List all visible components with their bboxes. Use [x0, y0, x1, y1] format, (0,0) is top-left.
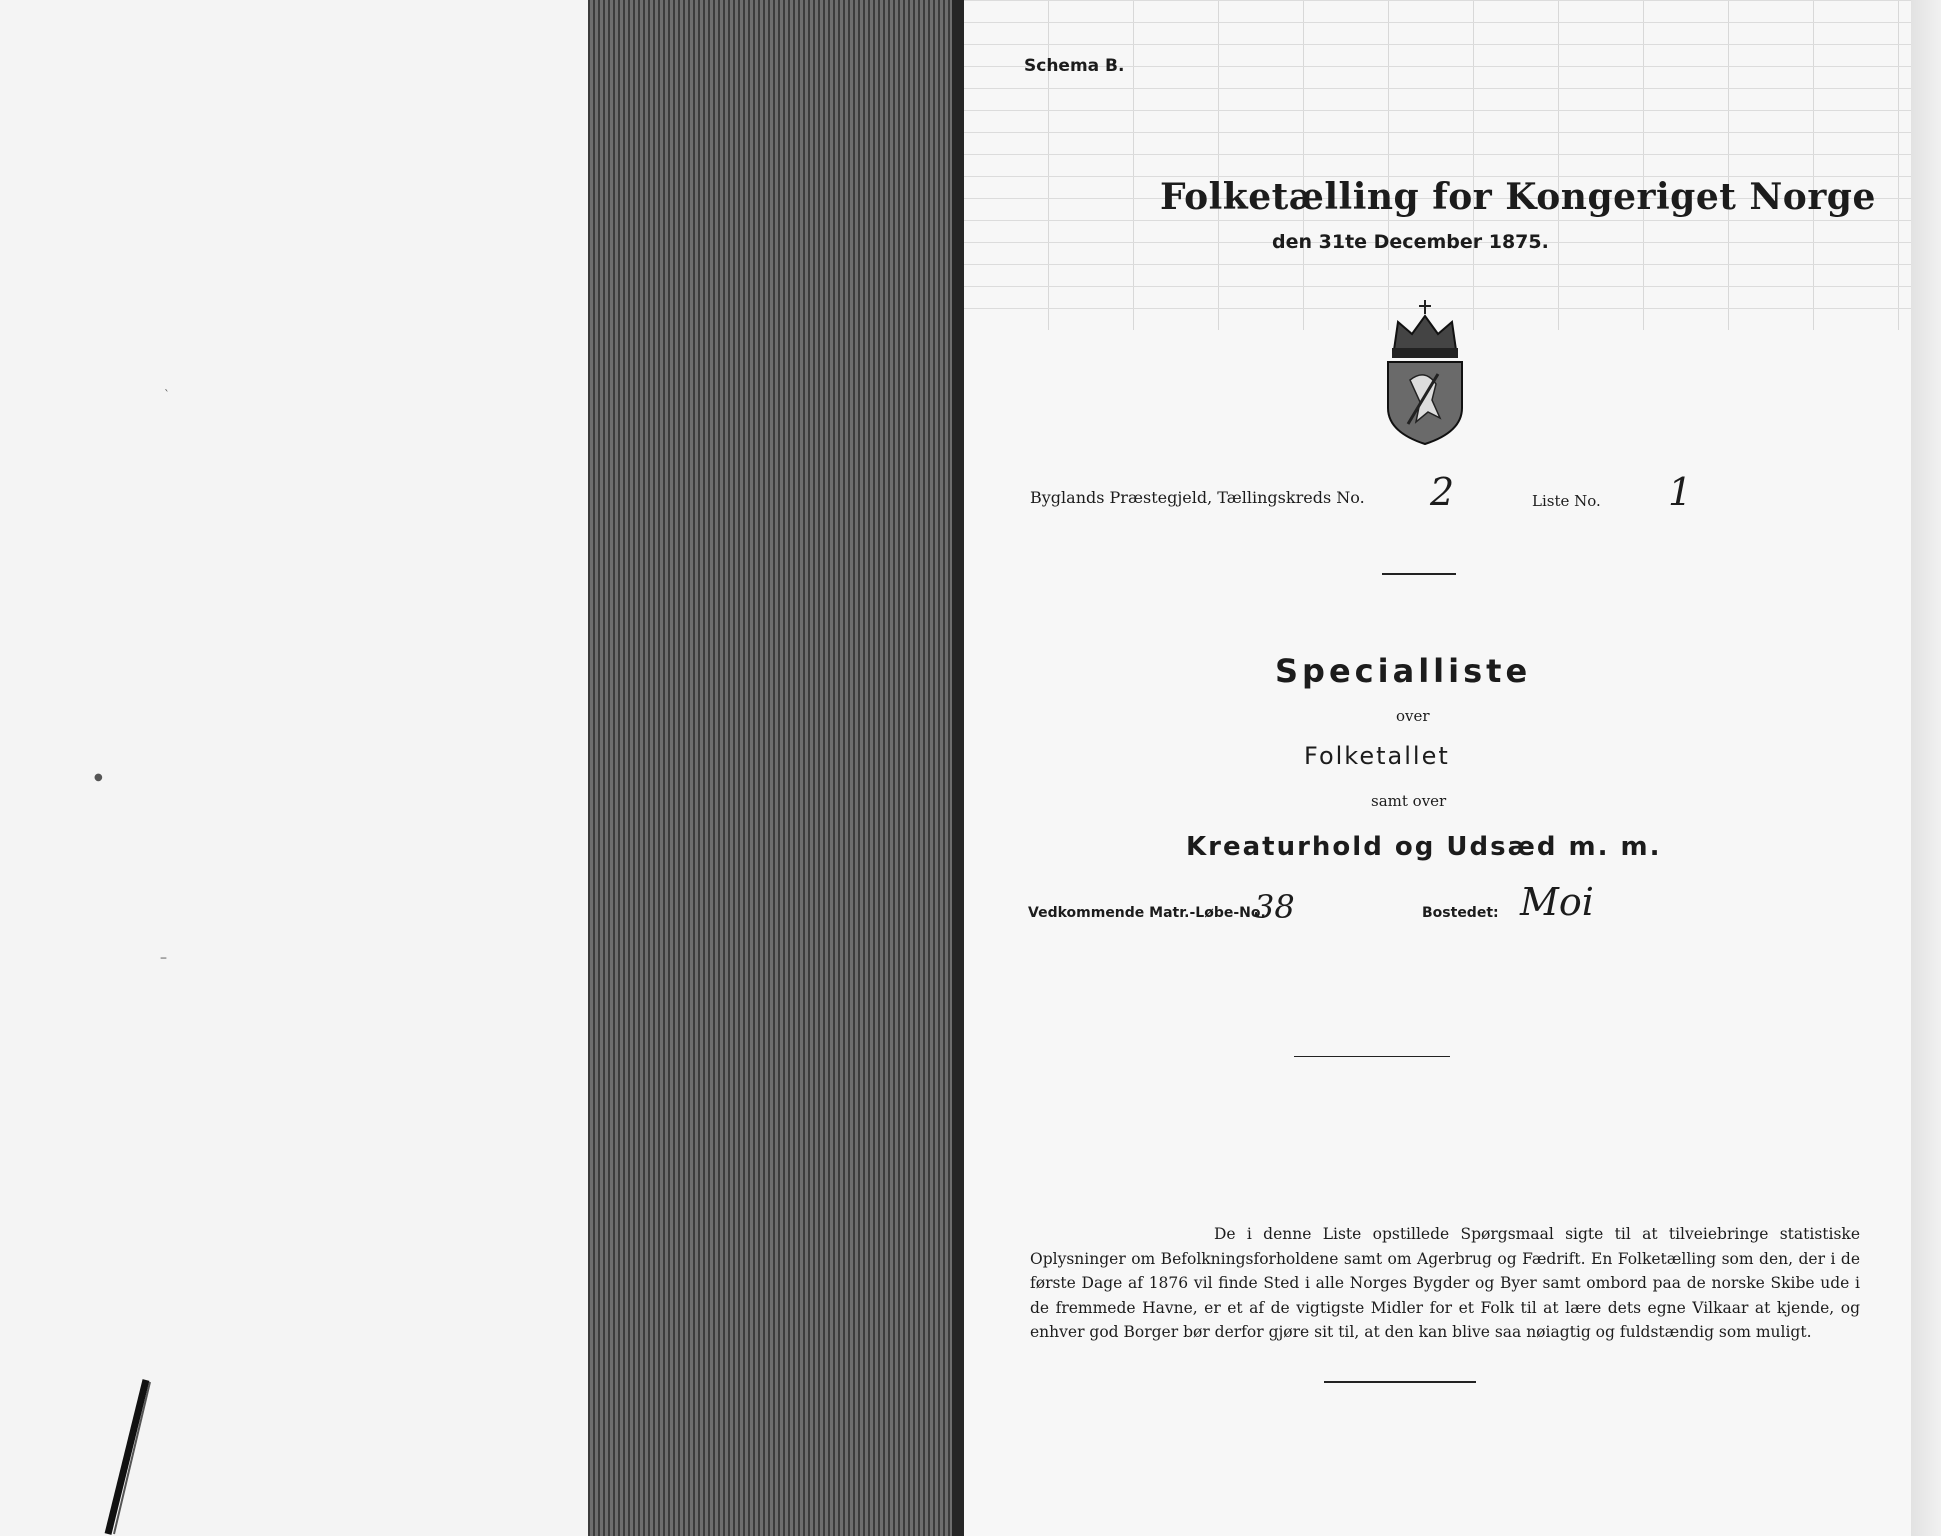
kreaturhold-heading: Kreaturhold og Udsæd m. m. — [1186, 832, 1662, 862]
census-date: den 31te December 1875. — [1272, 231, 1549, 253]
tellingskreds-number: 2 — [1430, 470, 1455, 514]
instructions-paragraph: De i denne Liste opstillede Spørgsmaal sigte til at tilveiebringe statistiske Oplysninger om Befolkningsforholdene samt om Agerbrug og Fædrift. En Folketælling som den, der i de første Dage af 1876 vil finde Sted i alle Norges Bygder og Byer samt ombord paa de norske Skibe ude i de fremmede Havne, er et af de vigtigste Midler for et Folk til at lære dets egne Vilkaar at kjende, og enhver god Borger bør derfor gjøre sit til, at den kan blive saa nøiagtig og fuldstændig som muligt. — [1030, 1225, 1860, 1341]
ink-mark: ` — [164, 388, 170, 402]
schema-label: Schema B. — [1024, 56, 1125, 76]
divider — [1382, 573, 1456, 575]
binding-edge — [952, 0, 964, 1536]
ink-mark: – — [160, 950, 167, 966]
left-page — [0, 0, 588, 1536]
specialliste-heading: Specialliste — [1275, 652, 1532, 690]
divider — [1294, 1056, 1450, 1057]
over-text: over — [1396, 707, 1430, 725]
coat-of-arms-icon — [1380, 300, 1470, 445]
parish-label: Byglands Præstegjeld, Tællingskreds No. — [1030, 488, 1365, 507]
liste-label: Liste No. — [1532, 492, 1601, 510]
bleed-through-table — [964, 0, 1941, 330]
folketallet-heading: Folketallet — [1304, 742, 1450, 770]
bosted-value: Moi — [1520, 880, 1594, 924]
matrikkel-number: 38 — [1254, 888, 1295, 926]
divider — [1324, 1381, 1476, 1383]
ink-mark: ● — [94, 772, 103, 783]
book-binding — [588, 0, 964, 1536]
bosted-label: Bostedet: — [1422, 905, 1499, 921]
liste-number: 1 — [1668, 470, 1693, 514]
pen-icon — [104, 1378, 154, 1536]
page-edge — [1911, 0, 1941, 1536]
form-title: Folketælling for Kongeriget Norge — [1160, 176, 1876, 218]
matrikkel-label: Vedkommende Matr.-Løbe-No. — [1028, 905, 1266, 921]
samt-over-text: samt over — [1371, 792, 1447, 810]
